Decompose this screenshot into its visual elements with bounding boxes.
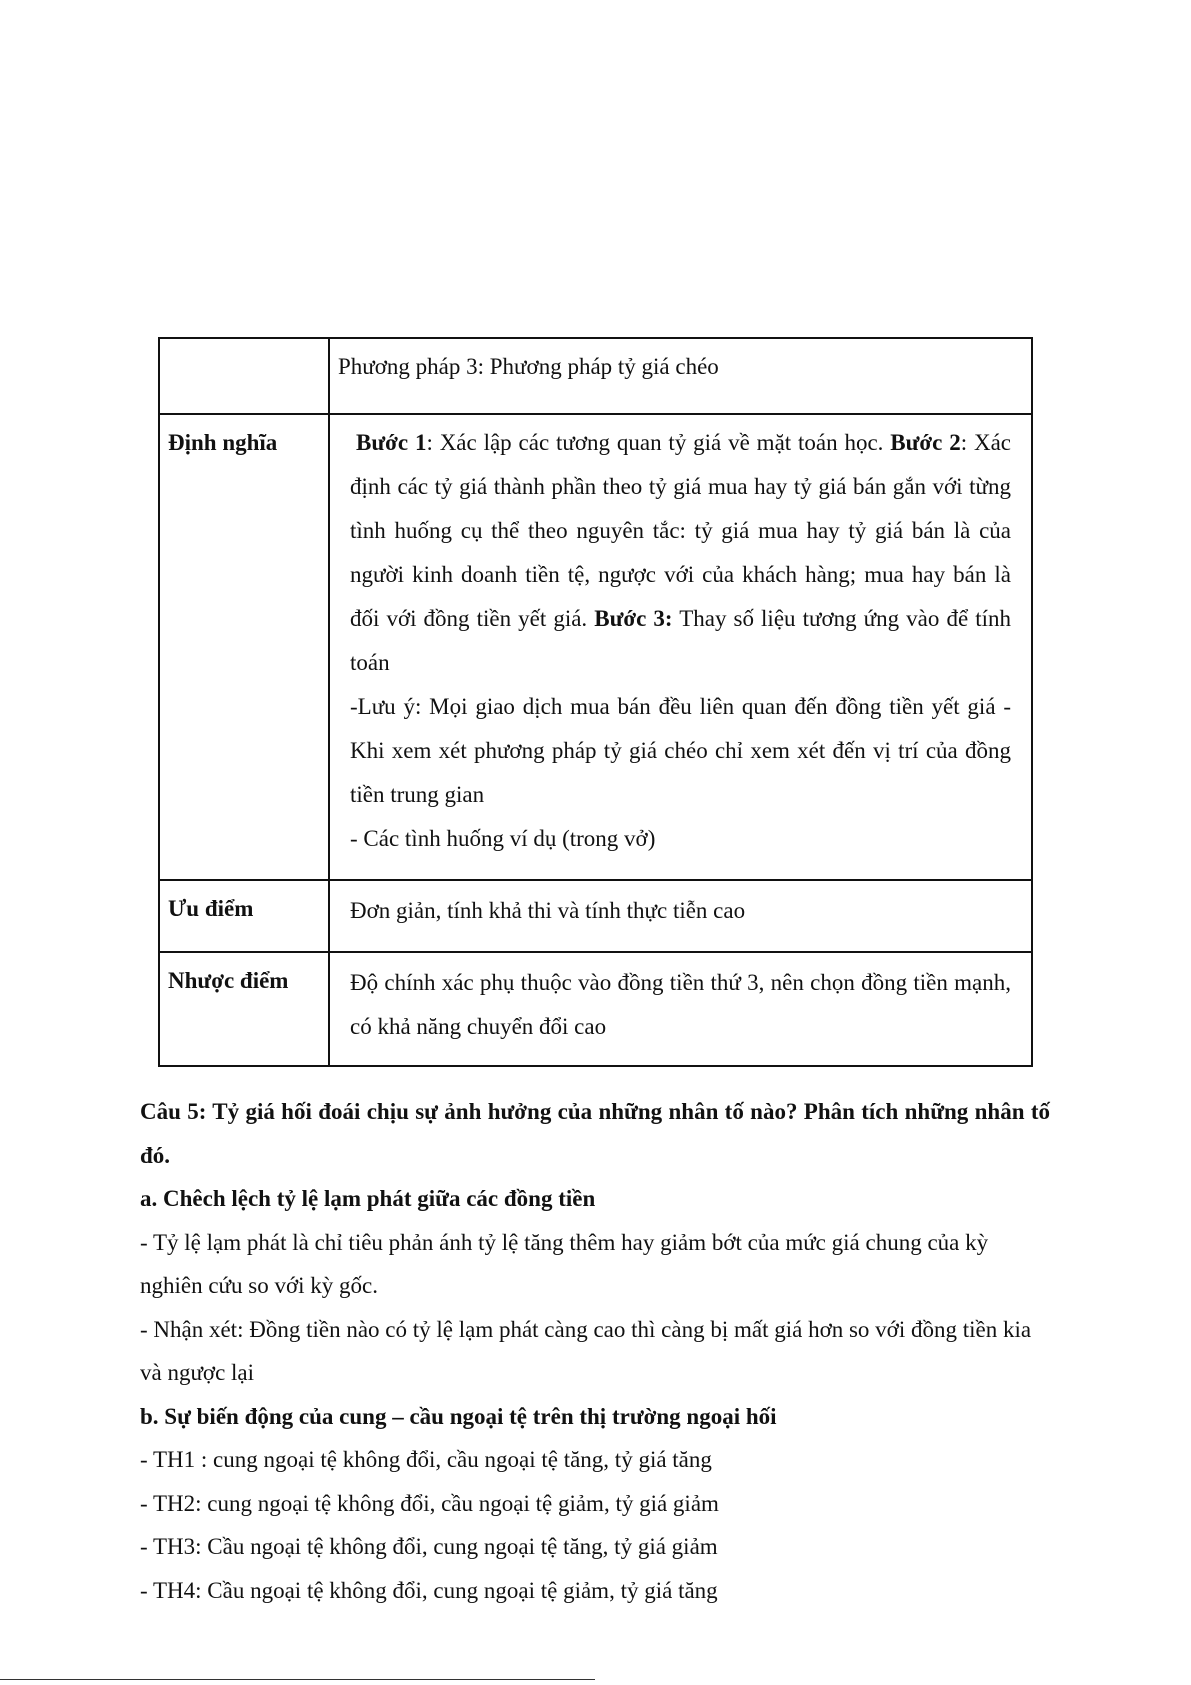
- definition-examples: - Các tình huống ví dụ (trong vở): [350, 826, 656, 851]
- disadvantages-body: Độ chính xác phụ thuộc vào đồng tiền thứ 3, nên chọn đồng tiền mạnh, có khả năng chuyển đổi cao: [329, 952, 1032, 1066]
- step1-label: Bước 1: [356, 430, 427, 455]
- definition-body: [329, 414, 1032, 880]
- step3-text: Thay số liệu tương ứng vào để tính toán: [350, 606, 1012, 675]
- list-item: - TH3: Cầu ngoại tệ không đổi, cung ngoại tệ tăng, tỷ giá giảm: [140, 1534, 718, 1559]
- table-row-title: [159, 338, 1032, 414]
- definition-note: -Lưu ý: Mọi giao dịch mua bán đều liên quan đến đồng tiền yết giá -Khi xem xét phương pháp tỷ giá chéo chỉ xem xét đến vị trí của đồng tiền trung gian: [350, 694, 1011, 807]
- method-title: Phương pháp 3: Phương pháp tỷ giá chéo: [329, 338, 1032, 414]
- table-row-disadvantages: [159, 952, 1032, 1066]
- list-item: - TH4: Cầu ngoại tệ không đổi, cung ngoại tệ giảm, tỷ giá tăng: [140, 1577, 718, 1603]
- heading-a: a. Chêch lệch tỷ lệ lạm phát giữa các đồng tiền: [140, 1186, 596, 1211]
- disadvantages-head: Nhược điểm: [159, 952, 329, 1066]
- step1-text: : Xác lập các tương quan tỷ giá về mặt toán học.: [426, 430, 891, 455]
- list-item: - TH1 : cung ngoại tệ không đổi, cầu ngoại tệ tăng, tỷ giá tăng: [140, 1447, 712, 1472]
- paragraph-a1: - Tỷ lệ lạm phát là chỉ tiêu phản ánh tỷ lệ tăng thêm hay giảm bớt của mức giá chung của kỳ nghiên cứu so với kỳ gốc.: [140, 1229, 989, 1298]
- comparison-table: [158, 337, 1033, 1067]
- heading-b: b. Sự biến động của cung – cầu ngoại tệ trên thị trường ngoại hối: [140, 1403, 777, 1429]
- definition-head: Định nghĩa: [159, 414, 329, 880]
- step3-label: Bước 3:: [594, 606, 673, 631]
- step2-label: Bước 2: [890, 430, 961, 455]
- step2-text: : Xác định các tỷ giá thành phần theo tỷ giá mua hay tỷ giá bán gắn với từng tình huống cụ thể theo nguyên tắc: tỷ giá mua hay tỷ giá bán là của người kinh doanh tiền tệ, ngược với của khách hàng; mua hay bán là đối với đồng tiền yết giá.: [350, 430, 1012, 631]
- title-row-head: [159, 338, 329, 414]
- list-item: - TH2: cung ngoại tệ không đổi, cầu ngoại tệ giảm, tỷ giá giảm: [140, 1490, 719, 1516]
- table-row-definition: [159, 414, 1032, 880]
- question-title: Câu 5: Tỷ giá hối đoái chịu sự ảnh hưởng của những nhân tố nào? Phân tích những nhân tố đó.: [140, 1099, 1050, 1168]
- advantages-body: Đơn giản, tính khả thi và tính thực tiễn cao: [329, 880, 1032, 952]
- paragraph-a2: - Nhận xét: Đồng tiền nào có tỷ lệ lạm phát càng cao thì càng bị mất giá hơn so với đồng tiền kia và ngược lại: [140, 1316, 1032, 1385]
- advantages-head: Ưu điểm: [159, 880, 329, 952]
- question-section: [140, 1090, 1050, 1612]
- footer-divider: [0, 1679, 595, 1680]
- table-row-advantages: [159, 880, 1032, 952]
